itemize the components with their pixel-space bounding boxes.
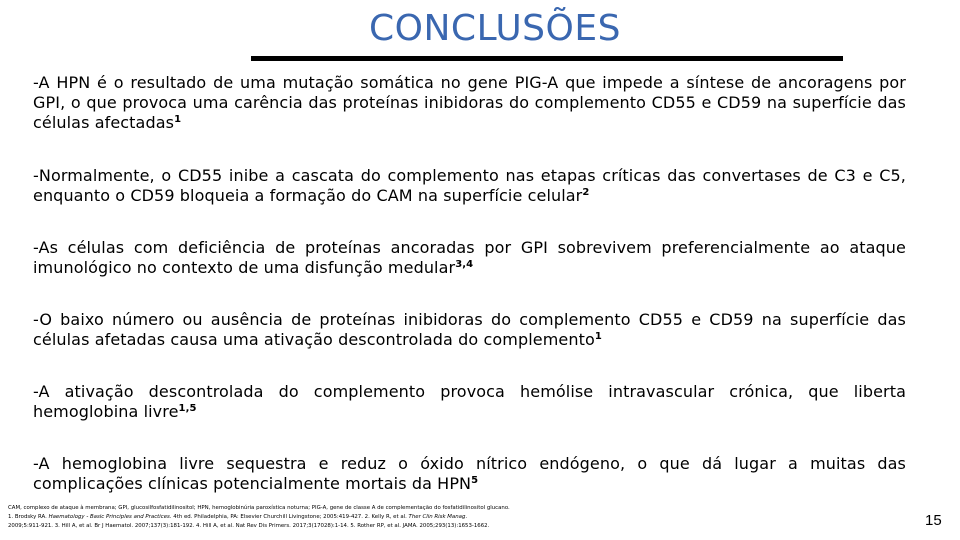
paragraph-3 [33, 238, 906, 278]
paragraph-1 [33, 73, 906, 133]
paragraph-1-text: -A HPN é o resultado de uma mutação somática no gene PIG-A que impede a síntese de ancoragens por GPI, o que provoca uma carência das proteínas inibidoras do complemento CD55 e CD59 na superfície das células afectadas [33, 73, 906, 132]
paragraph-4-ref: 1 [594, 331, 602, 342]
paragraph-3-text: -As células com deficiência de proteínas ancoradas por GPI sobrevivem preferencialmente ao ataque imunológico no contexto de uma disfunção medular [33, 238, 906, 277]
paragraph-4 [33, 310, 906, 350]
paragraph-5 [33, 382, 906, 422]
paragraph-6-ref: 5 [471, 475, 479, 486]
paragraph-2-text: -Normalmente, o CD55 inibe a cascata do complemento nas etapas críticas das convertases de C3 e C5, enquanto o CD59 bloqueia a formação do CAM na superfície celular [33, 166, 906, 205]
page-number: 15 [925, 512, 942, 529]
paragraph-3-ref: 3,4 [455, 259, 474, 270]
paragraph-2 [33, 166, 906, 206]
title-underline [251, 56, 843, 61]
paragraph-6 [33, 454, 906, 494]
footnote-references-line-1: 1. Brodsky RA. Haematology - Basic Principles and Practices. 4th ed. Philadelphia, PA: Elsevier Churchill Livingstone; 2005:419-427. 2. Kelly R, et al. Ther Clin Risk Manag. [8, 514, 468, 520]
paragraph-4-text: -O baixo número ou ausência de proteínas inibidoras do complemento CD55 e CD59 na superfície das células afetadas causa uma ativação descontrolada do complemento [33, 310, 906, 349]
paragraph-5-ref: 1,5 [178, 403, 197, 414]
paragraph-1-ref: 1 [174, 114, 182, 125]
footnotes [8, 504, 888, 531]
slide-title: CONCLUSÕES [369, 8, 621, 49]
paragraph-2-ref: 2 [582, 187, 590, 198]
footnote-abbreviations: CAM, complexo de ataque à membrana; GPI, glucosilfosfatidilinositol; HPN, hemoglobinúria paroxística noturna; PIG-A, gene de classe A de complementação do fosfatidilinositol glucano. [8, 505, 510, 511]
paragraph-5-text: -A ativação descontrolada do complemento provoca hemólise intravascular crónica, que liberta hemoglobina livre [33, 382, 906, 421]
footnote-references-line-2: 2009;5:911-921. 3. Hill A, et al. Br J Haematol. 2007;137(3):181-192. 4. Hill A, et al. Nat Rev Dis Primers. 2017;3(17028):1-14. 5. Rother RP, et al. JAMA. 2005;293(13):1653-1662. [8, 523, 490, 529]
paragraph-6-text: -A hemoglobina livre sequestra e reduz o óxido nítrico endógeno, o que dá lugar a muitas das complicações clínicas potencialmente mortais da HPN [33, 454, 906, 493]
